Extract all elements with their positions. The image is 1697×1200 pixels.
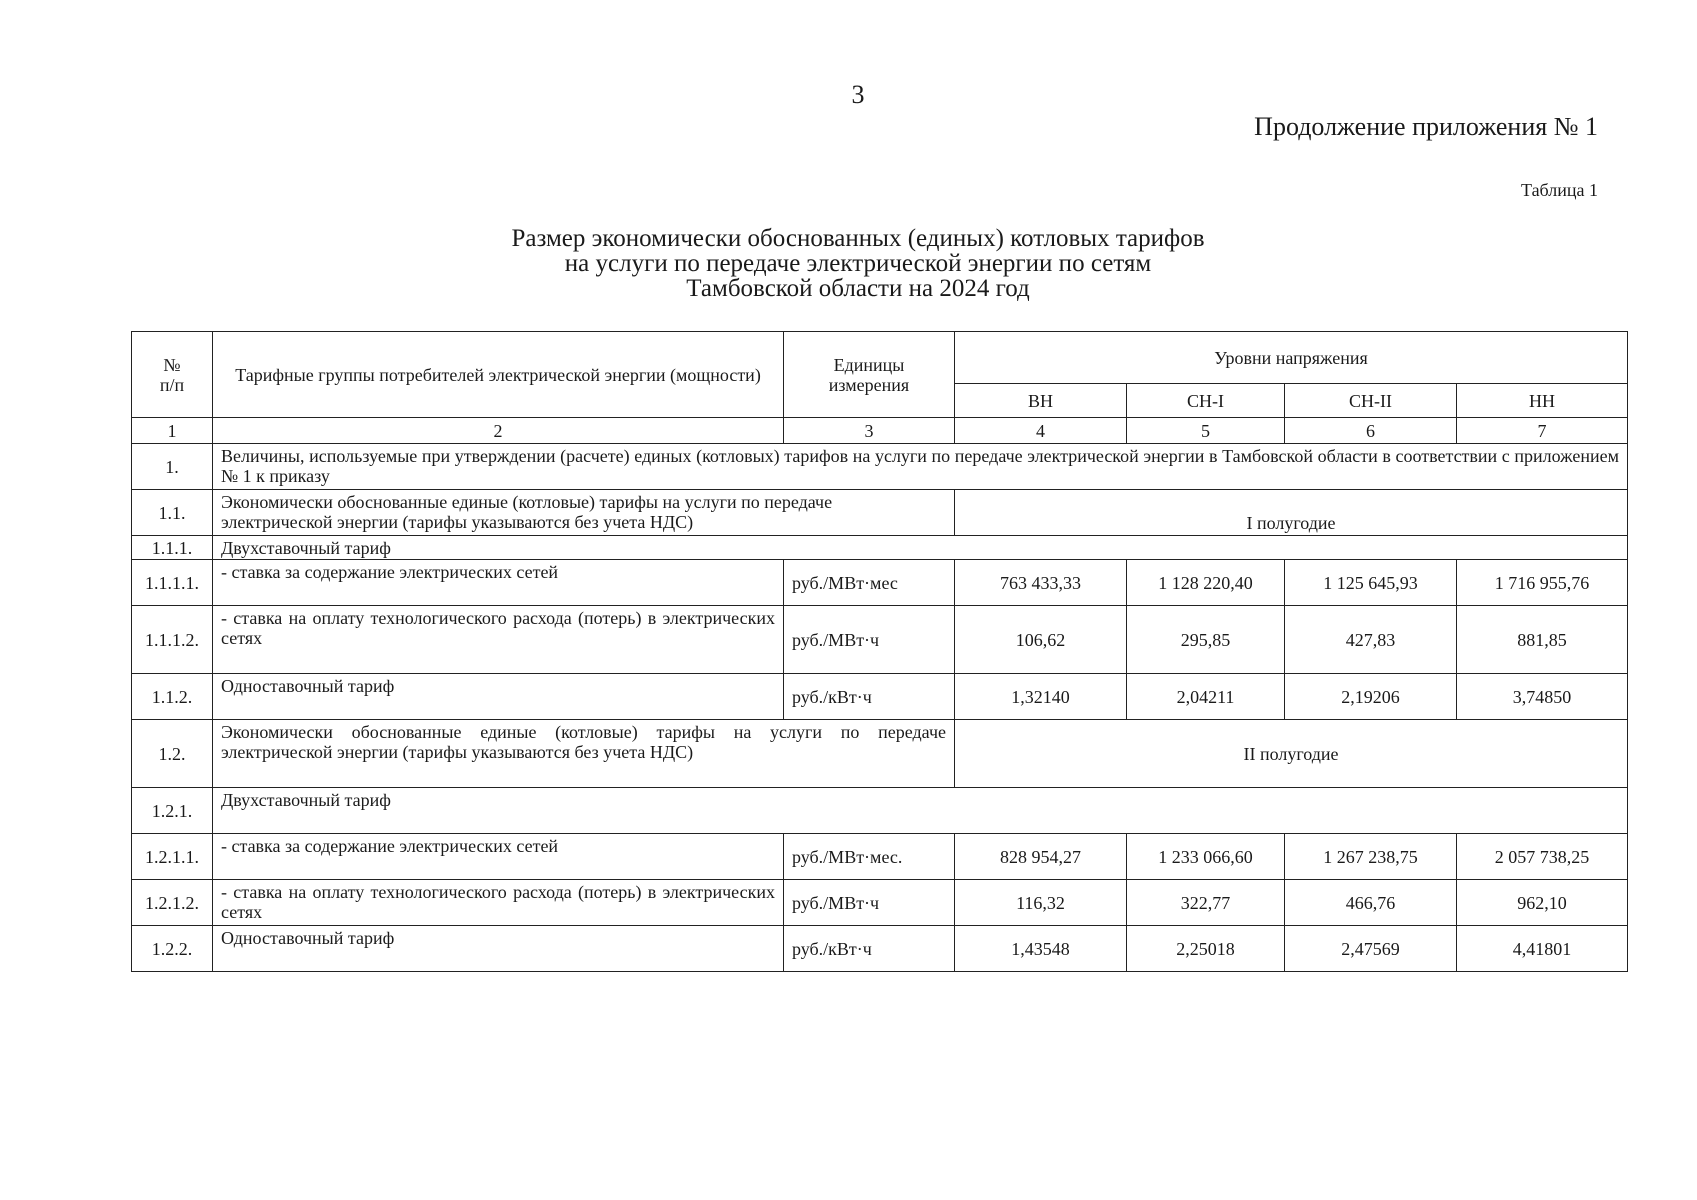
header-row-number: № п/п [132, 332, 213, 418]
appendix-continuation: Продолжение приложения № 1 [1254, 112, 1598, 141]
table-row [132, 490, 1628, 536]
row-number: 1. [132, 444, 213, 490]
value-sn1: 2,25018 [1127, 926, 1285, 972]
header-voltage-sn2: СН-II [1285, 384, 1457, 418]
value-sn1: 295,85 [1127, 606, 1285, 674]
value-sn2: 2,19206 [1285, 674, 1457, 720]
row-description: - ставка за содержание электрических сетей [213, 560, 784, 606]
table-row [132, 536, 1628, 560]
value-sn2: 427,83 [1285, 606, 1457, 674]
col-number: 3 [784, 418, 955, 444]
unit-cell: руб./кВт·ч [784, 926, 955, 972]
row-description: Экономически обоснованные единые (котловые) тарифы на услуги по передаче электрической энергии (тарифы указываются без учета НДС) [213, 490, 955, 536]
value-nn: 962,10 [1457, 880, 1628, 926]
table-row [132, 720, 1628, 788]
col-number: 4 [955, 418, 1127, 444]
row-number: 1.2. [132, 720, 213, 788]
header-voltage-sn1: СН-I [1127, 384, 1285, 418]
value-sn2: 1 267 238,75 [1285, 834, 1457, 880]
value-sn1: 322,77 [1127, 880, 1285, 926]
header-voltage-vn: ВН [955, 384, 1127, 418]
row-description: Одноставочный тариф [213, 674, 784, 720]
row-number: 1.2.1.1. [132, 834, 213, 880]
row-number: 1.1.1.2. [132, 606, 213, 674]
row-number: 1.2.2. [132, 926, 213, 972]
row-number: 1.1.1.1. [132, 560, 213, 606]
row-description: - ставка на оплату технологического расхода (потерь) в электрических сетях [213, 880, 784, 926]
row-description: Величины, используемые при утверждении (расчете) единых (котловых) тарифов на услуги по передаче электрической энергии в Тамбовской области в соответствии с приложением № 1 к приказу [213, 444, 1628, 490]
row-description: Экономически обоснованные единые (котловые) тарифы на услуги по передаче электрической энергии (тарифы указываются без учета НДС) [213, 720, 955, 788]
header-tariff-group: Тарифные группы потребителей электрической энергии (мощности) [213, 332, 784, 418]
value-nn: 2 057 738,25 [1457, 834, 1628, 880]
header-unit: Единицы измерения [784, 332, 955, 418]
col-number: 7 [1457, 418, 1628, 444]
value-vn: 116,32 [955, 880, 1127, 926]
unit-cell: руб./кВт·ч [784, 674, 955, 720]
col-number: 6 [1285, 418, 1457, 444]
row-description: - ставка за содержание электрических сетей [213, 834, 784, 880]
value-vn: 106,62 [955, 606, 1127, 674]
value-vn: 1,32140 [955, 674, 1127, 720]
period-label: I полугодие [955, 490, 1628, 536]
value-sn2: 466,76 [1285, 880, 1457, 926]
table-row [132, 834, 1628, 880]
value-nn: 881,85 [1457, 606, 1628, 674]
tariff-table [131, 331, 1628, 972]
row-number: 1.1.2. [132, 674, 213, 720]
period-label: II полугодие [955, 720, 1628, 788]
value-nn: 1 716 955,76 [1457, 560, 1628, 606]
table-row [132, 926, 1628, 972]
value-sn1: 1 128 220,40 [1127, 560, 1285, 606]
table-row [132, 880, 1628, 926]
value-nn: 4,41801 [1457, 926, 1628, 972]
title-line-2: на услуги по передаче электрической энергии по сетям [564, 250, 1152, 277]
table-row [132, 788, 1628, 834]
value-nn: 3,74850 [1457, 674, 1628, 720]
table-row [132, 444, 1628, 490]
header-voltage-nn: НН [1457, 384, 1628, 418]
value-sn1: 2,04211 [1127, 674, 1285, 720]
table-label: Таблица 1 [1521, 180, 1598, 200]
col-number: 2 [213, 418, 784, 444]
value-vn: 1,43548 [955, 926, 1127, 972]
title-line-1: Размер экономически обоснованных (единых) котловых тарифов [511, 225, 1205, 252]
row-description: Двухставочный тариф [213, 788, 1628, 834]
unit-cell: руб./МВт·мес [784, 560, 955, 606]
row-description: Двухставочный тариф [213, 536, 1628, 560]
value-sn2: 2,47569 [1285, 926, 1457, 972]
table-row [132, 674, 1628, 720]
row-number: 1.2.1.2. [132, 880, 213, 926]
unit-cell: руб./МВт·мес. [784, 834, 955, 880]
row-number: 1.1.1. [132, 536, 213, 560]
document-title [0, 226, 1697, 301]
row-description: Одноставочный тариф [213, 926, 784, 972]
row-description: - ставка на оплату технологического расхода (потерь) в электрических сетях [213, 606, 784, 674]
table-row [132, 606, 1628, 674]
unit-cell: руб./МВт·ч [784, 880, 955, 926]
column-numbers-row [132, 418, 1628, 444]
row-number: 1.2.1. [132, 788, 213, 834]
value-vn: 828 954,27 [955, 834, 1127, 880]
unit-cell: руб./МВт·ч [784, 606, 955, 674]
row-number: 1.1. [132, 490, 213, 536]
page-number: 3 [851, 80, 865, 109]
value-sn1: 1 233 066,60 [1127, 834, 1285, 880]
col-number: 5 [1127, 418, 1285, 444]
header-voltage-levels: Уровни напряжения [955, 332, 1628, 384]
title-line-3: Тамбовской области на 2024 год [686, 275, 1030, 302]
col-number: 1 [132, 418, 213, 444]
value-sn2: 1 125 645,93 [1285, 560, 1457, 606]
table-row [132, 560, 1628, 606]
value-vn: 763 433,33 [955, 560, 1127, 606]
